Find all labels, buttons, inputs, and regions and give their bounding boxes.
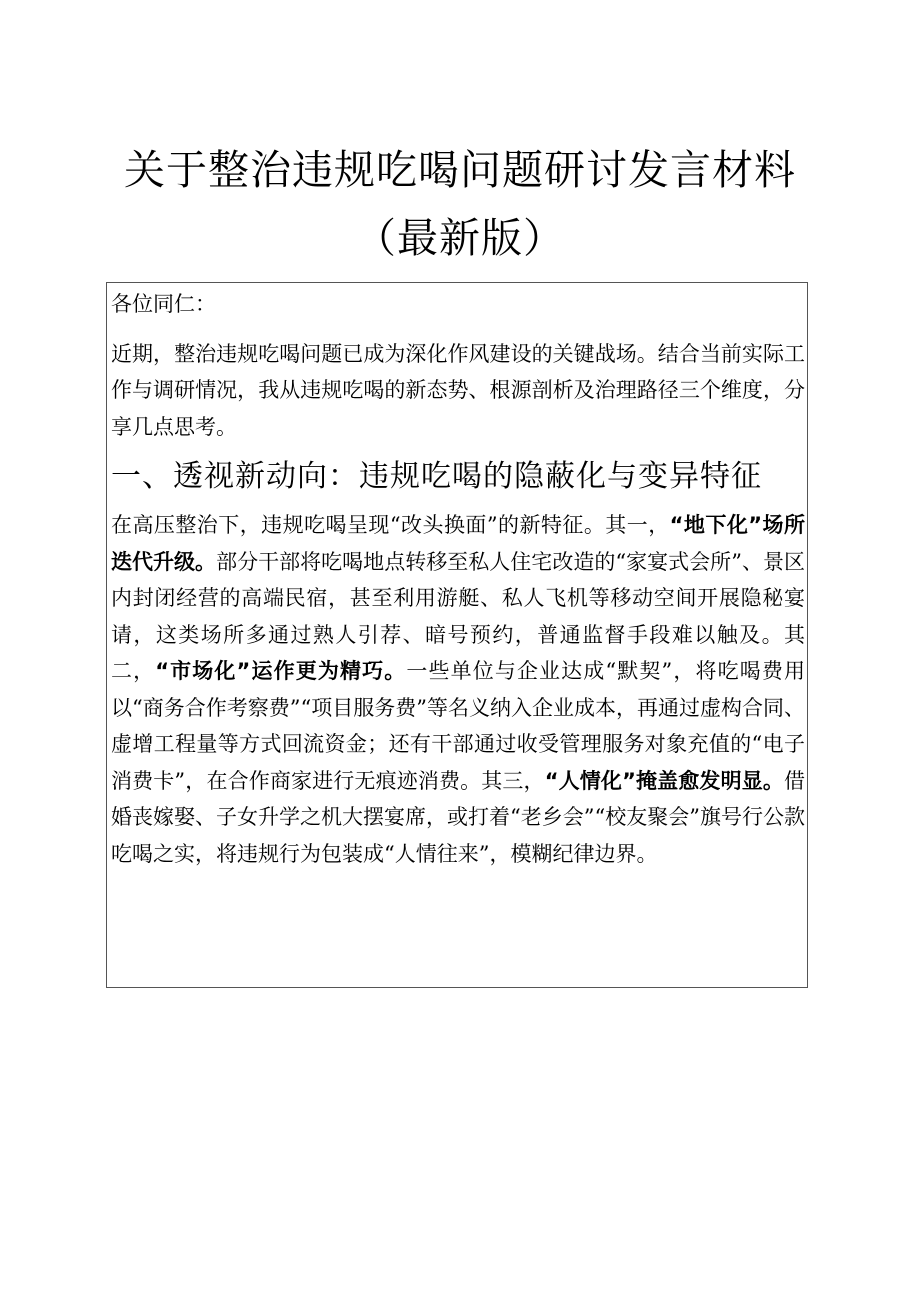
greeting: 各位同仁： (111, 292, 216, 316)
paragraph-text-4: 借婚丧嫁娶、子女升学之机大摆宴席，或打着“老乡会”“校友聚会”旗号行公款吃喝之实，将违规行为包装成“人情往来”，模糊纪律边界。 (111, 768, 805, 866)
document-title: 关于整治违规吃喝问题研讨发言材料 (124, 146, 796, 194)
section-1-paragraph (111, 507, 805, 872)
document-subtitle: （最新版） (355, 214, 565, 262)
bold-point-2: “市场化”运作更为精巧。 (155, 659, 407, 683)
paragraph-text-1: 在高压整治下，违规吃喝呈现“改头换面”的新特征。其一， (111, 513, 670, 537)
bold-point-3: “人情化”掩盖愈发明显。 (544, 768, 784, 793)
content-frame (106, 282, 808, 988)
paragraph-text-2: 部分干部将吃喝地点转移至私人住宅改造的“家宴式会所”、景区内封闭经营的高端民宿，甚至利用游艇、私人飞机等移动空间开展隐秘宴请，这类场所多通过熟人引荐、暗号预约，普通监督手段难以触及。其二， (111, 549, 805, 683)
bold-point-1: “地下化”场所迭代升级。 (111, 513, 805, 574)
section-heading-1: 一、透视新动向：违规吃喝的隐蔽化与变异特征 (111, 459, 762, 494)
paragraph-text-3: 一些单位与企业达成“默契”，将吃喝费用以“商务合作考察费”“项目服务费”等名义纳入企业成本，再通过虚构合同、虚增工程量等方式回流资金；还有干部通过收受管理服务对象充值的“电子消费卡”，在合作商家进行无痕迹消费。其三， (111, 659, 805, 793)
intro-paragraph: 近期，整治违规吃喝问题已成为深化作风建设的关键战场。结合当前实际工作与调研情况，我从违规吃喝的新态势、根源剖析及治理路径三个维度，分享几点思考。 (111, 341, 805, 439)
